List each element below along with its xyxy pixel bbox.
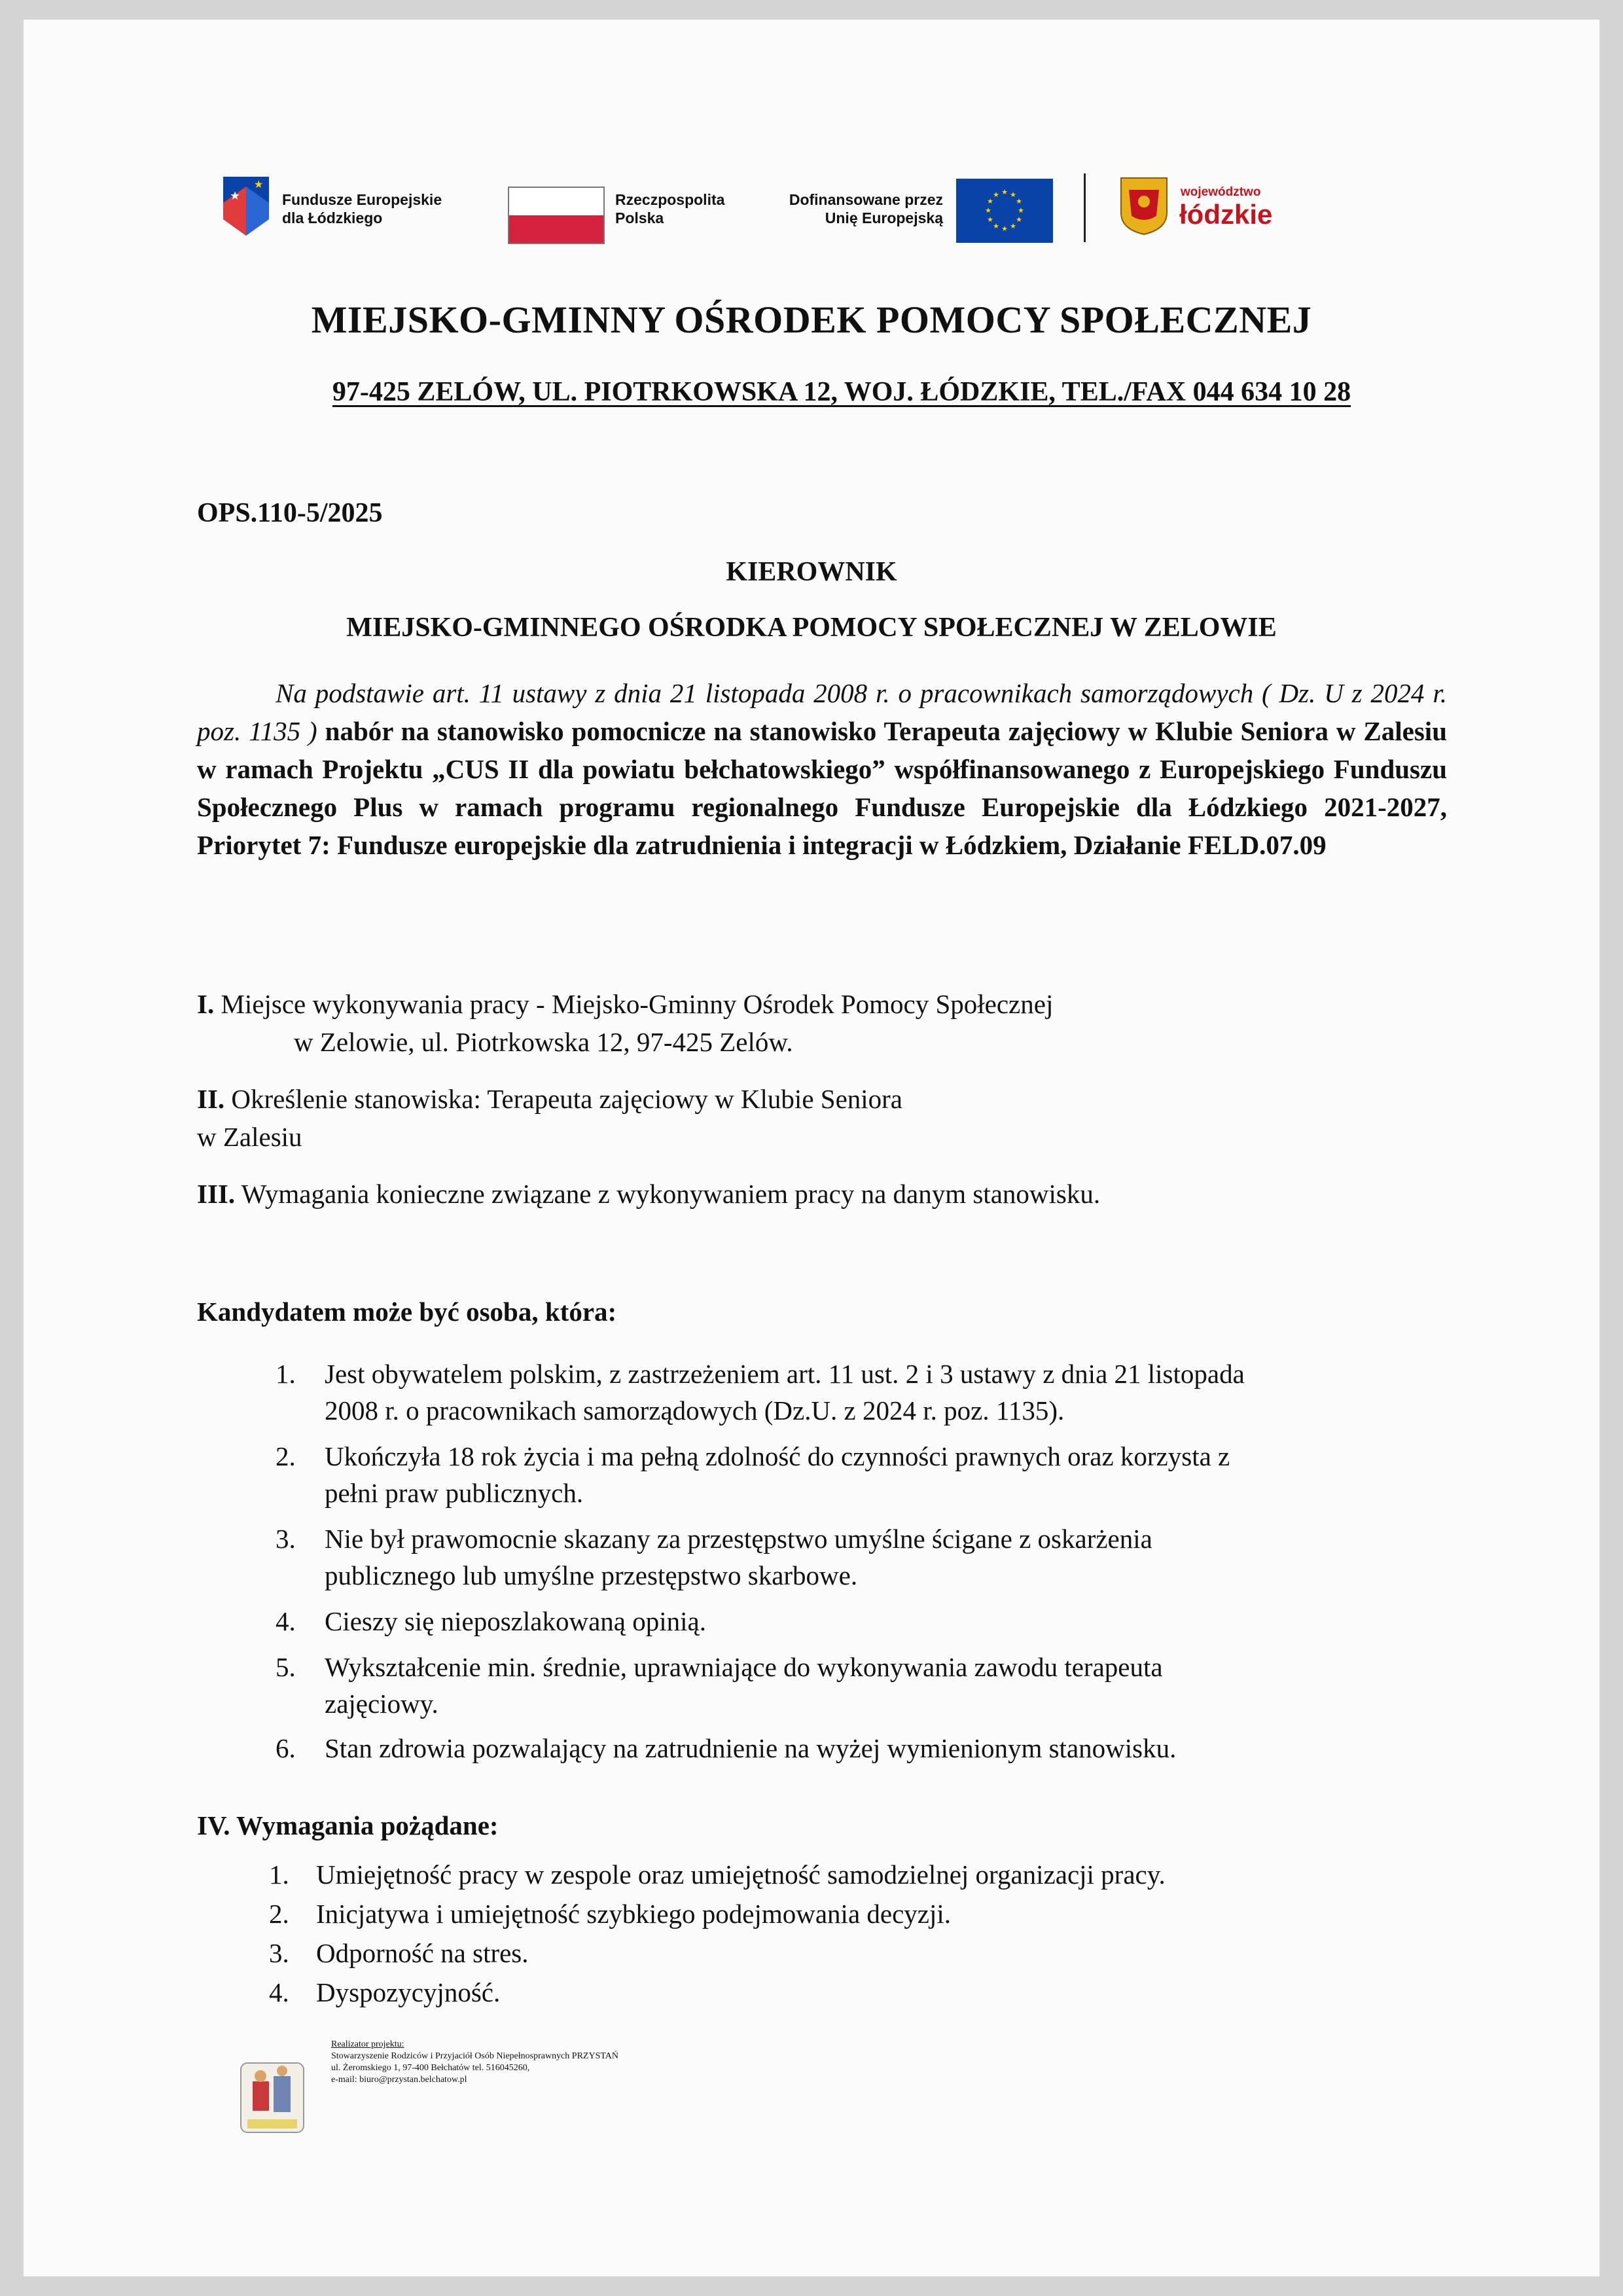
section-1-number: I. (197, 989, 215, 1019)
candidate-item-3-number: 3. (276, 1524, 296, 1554)
region-label-small: województwo (1181, 185, 1261, 199)
eu-funds-logo-icon (220, 173, 272, 236)
lodz-voivodeship-crest-icon (1120, 177, 1168, 236)
candidate-item-3-line-2: publicznego lub umyślne przestępstwo skarbowe. (325, 1560, 858, 1590)
logo-divider (1084, 173, 1086, 242)
przystan-logo-icon (240, 2062, 305, 2134)
section-1-text-2: w Zelowie, ul. Piotrkowska 12, 97-425 Zelów. (294, 1027, 793, 1057)
footer-address: ul. Żeromskiego 1, 97-400 Bełchatów tel. 516045260, (331, 2063, 530, 2073)
section-1 (197, 985, 1053, 1061)
candidate-item-6-line-1: Stan zdrowia pozwalający na zatrudnienie na wyżej wymienionym stanowisku. (325, 1733, 1177, 1763)
candidate-item-5-line-1: Wykształcenie min. średnie, uprawniające do wykonywania zawodu terapeuta (325, 1652, 1163, 1682)
svg-text:★: ★ (1010, 223, 1016, 230)
candidate-item-4-number: 4. (276, 1606, 296, 1636)
candidate-item-4-line-1: Cieszy się nieposzlakowaną opinią. (325, 1606, 706, 1636)
desired-item-4-text: Dyspozycyjność. (316, 1977, 501, 2007)
candidate-heading: Kandydatem może być osoba, która: (197, 1297, 617, 1327)
heading-institution: MIEJSKO-GMINNEGO OŚRODKA POMOCY SPOŁECZNEJ W ZELOWIE (346, 613, 1277, 643)
footer-organization: Stowarzyszenie Rodziców i Przyjaciół Osób Niepełnosprawnych PRZYSTAŃ (331, 2051, 619, 2061)
svg-text:★: ★ (985, 207, 991, 215)
desired-item-1-number: 1. (269, 1859, 289, 1890)
section-3 (197, 1175, 1100, 1213)
candidate-item-2-number: 2. (276, 1441, 296, 1471)
svg-text:★: ★ (1016, 216, 1022, 224)
svg-text:★: ★ (254, 179, 264, 190)
footer-email: e-mail: biuro@przystan.belchatow.pl (331, 2075, 467, 2085)
legal-basis-bold: nabór na stanowisko pomocnicze na stanowisko Terapeuta zajęciowy w Klubie Seniora w Zalesiu w ramach Projektu „CUS II dla powiatu bełchatowskiego” współfinansowanego z Europejskiego Funduszu Społecznego Plus w ramach programu regionalnego Fundusze Europejskie dla Łódzkiego 2021-2027, Priorytet 7: Fundusze europejskie dla zatrudnienia i integracji w Łódzkiem, Działanie FELD.07.09 (197, 716, 1447, 860)
svg-text:★: ★ (1016, 198, 1022, 206)
section-2-text-2: w Zalesiu (197, 1122, 302, 1152)
svg-text:★: ★ (993, 223, 999, 230)
eu-funds-logo-text (282, 190, 442, 227)
cofinanced-line-1: Dofinansowane przez (789, 191, 943, 208)
heading-kierownik: KIEROWNIK (726, 557, 897, 587)
svg-text:★: ★ (993, 191, 999, 199)
rp-line-1: Rzeczpospolita (615, 191, 725, 208)
eu-flag-icon (956, 179, 1053, 243)
svg-text:★: ★ (1001, 188, 1008, 196)
svg-text:★: ★ (1018, 207, 1024, 215)
eu-funds-line-1: Fundusze Europejskie (282, 191, 442, 208)
eu-funds-line-2: dla Łódzkiego (282, 209, 383, 226)
candidate-item-2-line-1: Ukończyła 18 rok życia i ma pełną zdolność do czynności prawnych oraz korzysta z (325, 1441, 1230, 1471)
svg-text:★: ★ (230, 189, 241, 202)
footer-label: Realizator projektu: (331, 2039, 404, 2049)
desired-item-3-number: 3. (269, 1938, 289, 1968)
section-2 (197, 1080, 902, 1156)
section-3-text: Wymagania konieczne związane z wykonywaniem pracy na danym stanowisku. (241, 1179, 1101, 1209)
section-2-number: II. (197, 1084, 225, 1114)
svg-text:★: ★ (987, 216, 993, 224)
candidate-item-1-line-1: Jest obywatelem polskim, z zastrzeżeniem art. 11 ust. 2 i 3 ustawy z dnia 21 listopada (325, 1359, 1245, 1389)
region-label-big: łódzkie (1179, 199, 1273, 230)
desired-item-4-number: 4. (269, 1977, 289, 2007)
candidate-item-5-line-2: zajęciowy. (325, 1689, 438, 1719)
candidate-item-1-number: 1. (276, 1359, 296, 1389)
logo-bar (220, 167, 1463, 265)
desired-item-2-number: 2. (269, 1899, 289, 1929)
svg-text:★: ★ (1010, 191, 1016, 199)
cofinanced-line-2: Unię Europejską (825, 209, 943, 226)
desired-item-3-text: Odporność na stres. (316, 1938, 529, 1968)
reference-number: OPS.110-5/2025 (197, 498, 383, 528)
project-implementer-info (331, 2039, 618, 2086)
desired-item-2-text: Inicjatywa i umiejętność szybkiego podejmowania decyzji. (316, 1899, 952, 1929)
section-1-text: Miejsce wykonywania pracy - Miejsko-Gminny Ośrodek Pomocy Społecznej (221, 989, 1054, 1019)
legal-basis-italic: Na podstawie art. 11 ustawy z dnia 21 listopada 2008 r. o pracownikach samorządowych ( Dz. U z 2024 r. poz. 1135 ) (197, 678, 1447, 746)
candidate-item-2-line-2: pełni praw publicznych. (325, 1478, 584, 1508)
svg-text:★: ★ (987, 198, 993, 206)
document-page (24, 20, 1599, 2276)
candidate-item-1-line-2: 2008 r. o pracownikach samorządowych (Dz.U. z 2024 r. poz. 1135). (325, 1395, 1065, 1426)
candidate-item-6-number: 6. (276, 1733, 296, 1763)
cofinanced-text (776, 190, 943, 227)
svg-text:★: ★ (1001, 225, 1008, 233)
candidate-item-5-number: 5. (276, 1652, 296, 1682)
rp-line-2: Polska (615, 209, 664, 226)
legal-basis-paragraph (197, 674, 1447, 864)
desired-item-1-text: Umiejętność pracy w zespole oraz umiejętność samodzielnej organizacji pracy. (316, 1859, 1166, 1890)
institution-title: MIEJSKO-GMINNY OŚRODEK POMOCY SPOŁECZNEJ (311, 298, 1312, 341)
candidate-item-3-line-1: Nie był prawomocnie skazany za przestępstwo umyślne ścigane z oskarżenia (325, 1524, 1152, 1554)
institution-address: 97-425 ZELÓW, UL. PIOTRKOWSKA 12, WOJ. ŁÓDZKIE, TEL./FAX 044 634 10 28 (332, 377, 1351, 407)
desired-heading: IV. Wymagania pożądane: (197, 1810, 499, 1840)
section-2-text: Określenie stanowiska: Terapeuta zajęciowy w Klubie Seniora (231, 1084, 903, 1114)
section-3-number: III. (197, 1179, 236, 1209)
rp-logo-text (615, 190, 724, 227)
poland-flag-icon (508, 187, 605, 244)
